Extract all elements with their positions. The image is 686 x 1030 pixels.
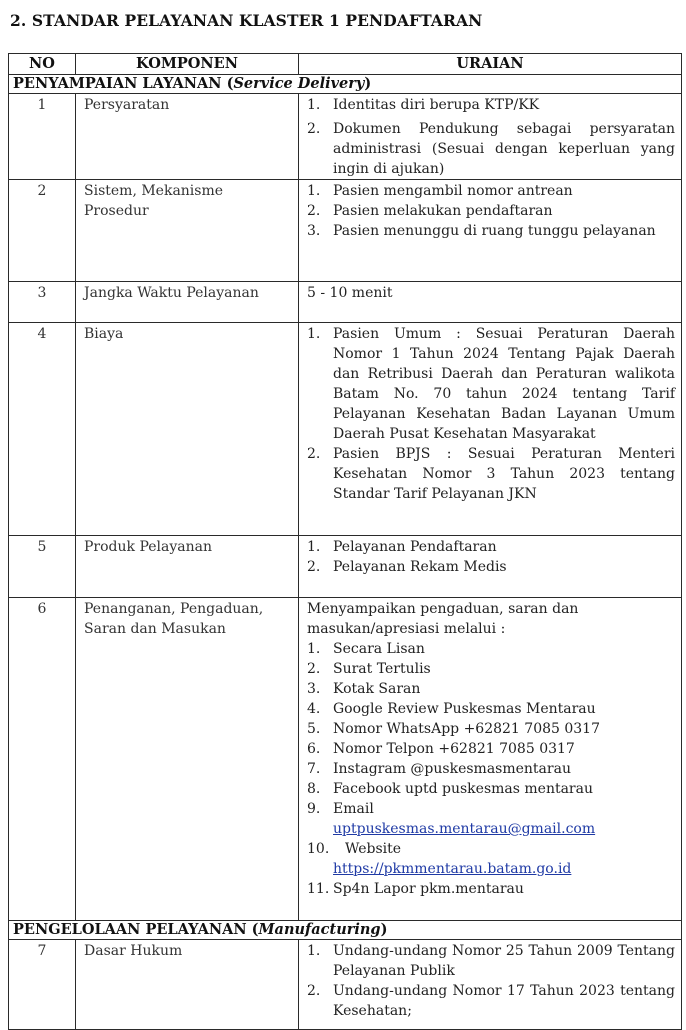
item-text: Google Review Puskesmas Mentarau <box>333 701 596 717</box>
row-komponen: Dasar Hukum <box>76 940 299 1030</box>
list-item <box>307 879 675 899</box>
item-text: Dokumen Pendukung sebagai persyaratan administrasi (Sesuai dengan keperluan yang ingin di ajukan) <box>333 121 675 177</box>
item-text: Secara Lisan <box>333 641 425 657</box>
item-number: 3. <box>307 681 321 697</box>
item-text: Pelayanan Pendaftaran <box>333 539 497 555</box>
list-item <box>307 719 675 739</box>
table-row <box>9 598 682 921</box>
email-link[interactable]: uptpuskesmas.mentarau@gmail.com <box>333 821 596 837</box>
item-number: 3. <box>307 223 321 239</box>
document-title: 2. STANDAR PELAYANAN KLASTER 1 PENDAFTARAN <box>10 11 483 30</box>
item-number: 9. <box>307 801 321 817</box>
item-number: 1. <box>307 97 321 113</box>
row-uraian <box>299 94 682 180</box>
item-number: 1. <box>307 943 321 959</box>
item-number: 2. <box>307 559 321 575</box>
list-item <box>307 839 675 879</box>
item-text: Pasien mengambil nomor antrean <box>333 183 573 199</box>
row-uraian <box>299 598 682 921</box>
email-label: Email <box>333 801 374 817</box>
row-uraian <box>299 180 682 282</box>
item-text: Undang-undang Nomor 25 Tahun 2009 Tentang Pelayanan Publik <box>333 943 675 979</box>
row-komponen: Biaya <box>76 323 299 536</box>
section-row-manufacturing <box>9 921 682 940</box>
item-number: 2. <box>307 983 321 999</box>
complaint-channel-list <box>307 639 675 899</box>
item-number: 1. <box>307 326 321 342</box>
row-komponen: Jangka Waktu Pelayanan <box>76 282 299 323</box>
website-label: Website <box>345 841 402 857</box>
item-number: 2. <box>307 661 321 677</box>
table-row <box>9 180 682 282</box>
item-text: Pasien melakukan pendaftaran <box>333 203 553 219</box>
uraian-list <box>307 941 675 1021</box>
list-item <box>307 181 675 201</box>
section-label <box>9 75 682 94</box>
list-item <box>307 779 675 799</box>
list-item <box>307 699 675 719</box>
item-text: Nomor Telpon +62821 7085 0317 <box>333 741 575 757</box>
row-number: 5 <box>9 536 76 598</box>
item-text: Surat Tertulis <box>333 661 431 677</box>
item-number: 11. <box>307 881 330 897</box>
uraian-list <box>307 537 675 577</box>
list-item <box>307 557 675 577</box>
table-header-row <box>9 54 682 75</box>
list-item <box>307 639 675 659</box>
list-item <box>307 221 675 241</box>
item-text <box>333 839 675 879</box>
row-komponen: Penanganan, Pengaduan, Saran dan Masukan <box>76 598 299 921</box>
item-text: Pasien menunggu di ruang tunggu pelayanan <box>333 223 656 239</box>
item-number: 10. <box>307 841 330 857</box>
table-row <box>9 536 682 598</box>
section-label <box>9 921 682 940</box>
item-text <box>333 799 675 839</box>
service-standard-table <box>8 53 682 1030</box>
item-text: Instagram @puskesmasmentarau <box>333 761 571 777</box>
item-number: 2. <box>307 446 321 462</box>
row-number: 4 <box>9 323 76 536</box>
uraian-list <box>307 181 675 241</box>
list-item <box>307 799 675 839</box>
complaint-intro: Menyampaikan pengaduan, saran dan masukan/apresiasi melalui : <box>307 601 579 637</box>
row-number: 7 <box>9 940 76 1030</box>
item-text: Nomor WhatsApp +62821 7085 0317 <box>333 721 600 737</box>
item-number: 8. <box>307 781 321 797</box>
item-number: 7. <box>307 761 321 777</box>
list-item <box>307 941 675 981</box>
section-label-end: ) <box>364 75 372 92</box>
list-item <box>307 739 675 759</box>
item-number: 2. <box>307 121 321 137</box>
item-text: Sp4n Lapor pkm.mentarau <box>333 881 524 897</box>
item-number: 6. <box>307 741 321 757</box>
list-item <box>307 981 675 1021</box>
header-no: NO <box>9 54 76 75</box>
uraian-list <box>307 95 675 179</box>
list-item <box>307 201 675 221</box>
item-number: 1. <box>307 641 321 657</box>
row-number: 3 <box>9 282 76 323</box>
item-number: 1. <box>307 183 321 199</box>
row-uraian <box>299 323 682 536</box>
row-komponen: Sistem, Mekanisme Prosedur <box>76 180 299 282</box>
table-row <box>9 323 682 536</box>
section-label-italic: Manufacturing <box>258 921 381 938</box>
section-label-text: PENYAMPAIAN LAYANAN ( <box>13 75 234 92</box>
item-text: Identitas diri berupa KTP/KK <box>333 97 540 113</box>
row-uraian <box>299 940 682 1030</box>
section-label-end: ) <box>380 921 388 938</box>
item-text: Undang-undang Nomor 17 Tahun 2023 tentang Kesehatan; <box>333 983 675 1019</box>
list-item <box>307 679 675 699</box>
table-row <box>9 940 682 1030</box>
list-item <box>307 659 675 679</box>
item-number: 4. <box>307 701 321 717</box>
table-row <box>9 282 682 323</box>
row-komponen: Persyaratan <box>76 94 299 180</box>
item-text: Pelayanan Rekam Medis <box>333 559 507 575</box>
section-label-text: PENGELOLAAN PELAYANAN ( <box>13 921 259 938</box>
list-item <box>307 444 675 504</box>
row-uraian: 5 - 10 menit <box>299 282 682 323</box>
item-number: 2. <box>307 203 321 219</box>
section-label-italic: Service Delivery <box>233 75 365 92</box>
row-number: 6 <box>9 598 76 921</box>
header-komponen: KOMPONEN <box>76 54 299 75</box>
table-row <box>9 94 682 180</box>
item-text: Pasien BPJS : Sesuai Peraturan Menteri Kesehatan Nomor 3 Tahun 2023 tentang Standar Tarif Pelayanan JKN <box>333 446 675 502</box>
header-uraian: URAIAN <box>299 54 682 75</box>
list-item <box>307 537 675 557</box>
uraian-list <box>307 324 675 504</box>
item-text: Kotak Saran <box>333 681 421 697</box>
website-link[interactable]: https://pkmmentarau.batam.go.id <box>333 861 572 877</box>
item-text: Facebook uptd puskesmas mentarau <box>333 781 593 797</box>
item-number: 5. <box>307 721 321 737</box>
row-number: 1 <box>9 94 76 180</box>
row-uraian <box>299 536 682 598</box>
item-number: 1. <box>307 539 321 555</box>
row-komponen: Produk Pelayanan <box>76 536 299 598</box>
row-number: 2 <box>9 180 76 282</box>
section-row-service-delivery <box>9 75 682 94</box>
list-item <box>307 759 675 779</box>
item-text: Pasien Umum : Sesuai Peraturan Daerah Nomor 1 Tahun 2024 Tentang Pajak Daerah dan Retribusi Daerah dan Peraturan walikota Batam No. 70 tahun 2024 tentang Tarif Pelayanan Kesehatan Badan Layanan Umum Daerah Pusat Kesehatan Masyarakat <box>333 326 675 442</box>
list-item <box>307 324 675 444</box>
list-item <box>307 95 675 115</box>
list-item <box>307 119 675 179</box>
